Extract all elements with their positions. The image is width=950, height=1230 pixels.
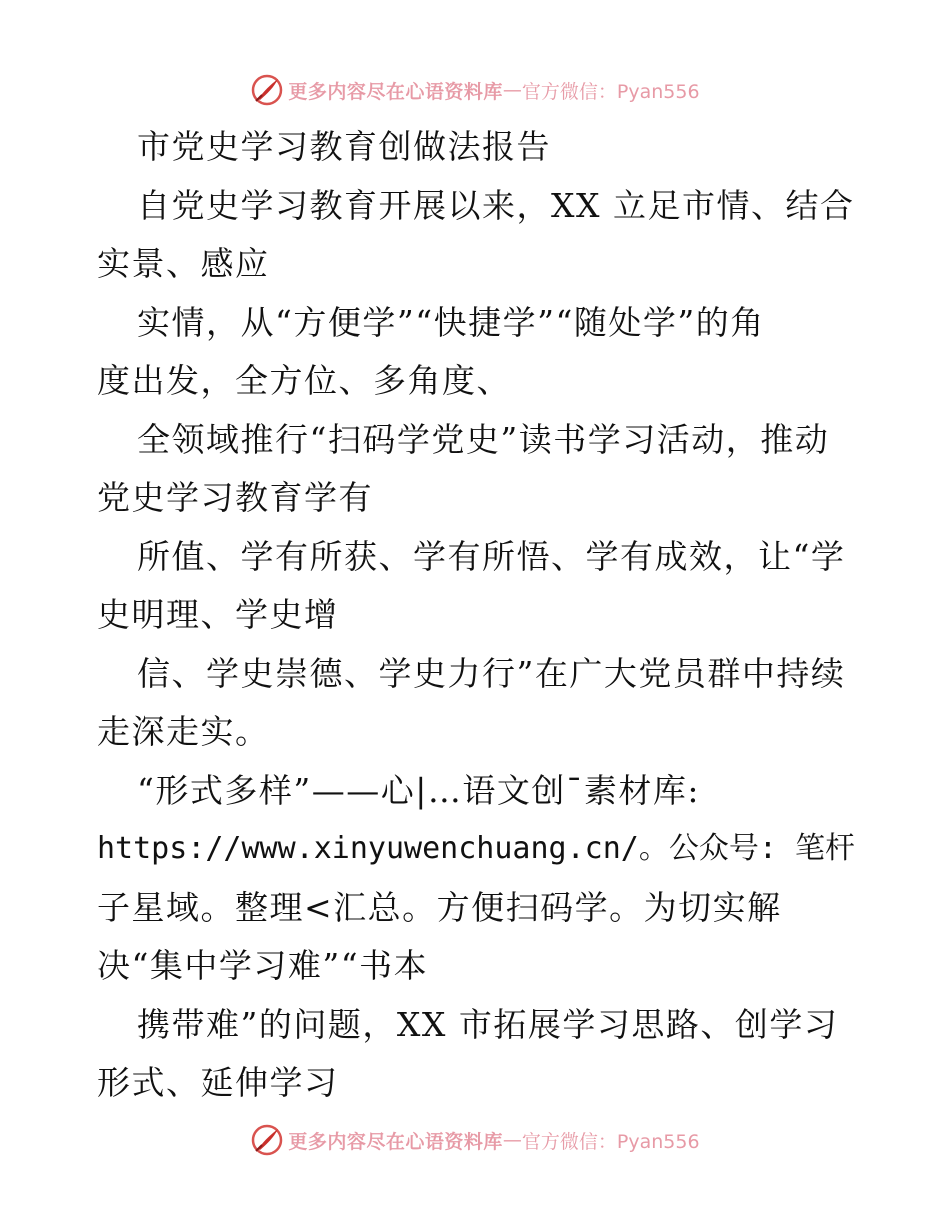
banner-wechat: 官方微信：Pyan556: [521, 80, 700, 103]
paragraph-line: 形式、延伸学习: [97, 1063, 339, 1102]
header-banner: [0, 70, 950, 110]
paragraph-line: https://www.xinyuwenchuang.cn/。公众号: 笔杆: [97, 831, 855, 866]
paragraph-line: 自党史学习教育开展以来，XX 立足市情、结合: [137, 185, 855, 225]
paragraph-line: 走深走实。: [97, 712, 270, 751]
quill-logo-icon: [250, 1123, 284, 1157]
banner-separator: —: [502, 79, 522, 101]
document-body: [97, 118, 857, 1113]
document-title: 市党史学习教育创做法报告: [137, 127, 551, 166]
paragraph-line: 决“集中学习难”“书本: [97, 946, 429, 985]
paragraph-line: 党史学习教育学有: [97, 478, 373, 517]
quill-logo-icon: [250, 73, 284, 107]
footer-banner: [0, 1120, 950, 1160]
paragraph-line: 全领域推行“扫码学党史”读书学习活动，推动: [137, 419, 830, 459]
banner-wechat: 官方微信：Pyan556: [521, 1130, 700, 1153]
paragraph-line: 信、学史崇德、学史力行”在广大党员群中持续: [137, 653, 846, 693]
paragraph-line: 度出发，全方位、多角度、: [97, 361, 511, 400]
paragraph-line: 携带难”的问题，XX 市拓展学习思路、创学习: [137, 1004, 839, 1044]
paragraph-line: 史明理、学史增: [97, 595, 339, 634]
banner-text: 更多内容尽在心语资料库: [288, 80, 503, 103]
banner-separator: —: [502, 1129, 522, 1151]
paragraph-line: 实景、感应: [97, 244, 270, 283]
banner-text: 更多内容尽在心语资料库: [288, 1130, 503, 1153]
paragraph-line: 子星域。整理<汇总。方便扫码学。为切实解: [97, 887, 782, 927]
paragraph-line: 实情，从“方便学”“快捷学”“随处学”的角: [137, 302, 765, 342]
paragraph-line: “形式多样”——心|…语文创¯素材库:: [137, 770, 700, 810]
paragraph-line: 所值、学有所获、学有所悟、学有成效，让“学: [137, 536, 846, 576]
